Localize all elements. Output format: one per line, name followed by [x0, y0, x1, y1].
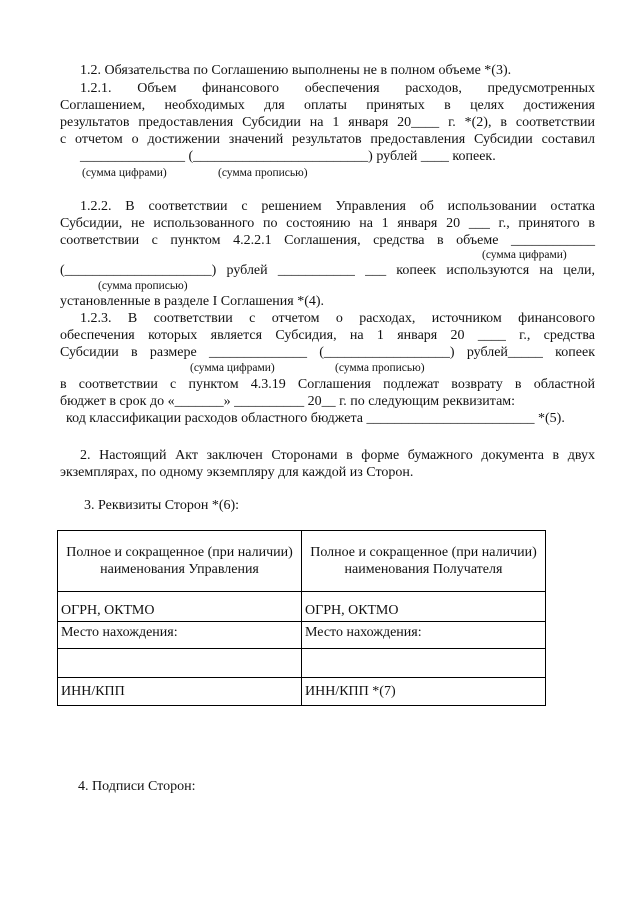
- clause-1-2-1-line-4: с отчетом о достижении значений результатов предоставления Субсидии составил: [60, 132, 595, 147]
- cell-location-recipient: Место нахождения:: [302, 622, 546, 649]
- party-requisites-table: [57, 530, 546, 706]
- clause-1-2-2-line-3: соответствии с пунктом 4.2.2.1 Соглашения, средства в объеме ____________: [60, 233, 595, 248]
- clause-1-2-2-line-5: установленные в разделе I Соглашения *(4).: [60, 294, 325, 309]
- cell-blank-recipient: [302, 649, 546, 678]
- caption-sum-digits: (сумма цифрами): [190, 362, 275, 374]
- caption-sum-words: (сумма прописью): [98, 280, 188, 292]
- clause-1-2-1-line-3: результатов предоставления Субсидии на 1 января 20____ г. *(2), в соответствии: [60, 115, 595, 130]
- clause-1-2-3-line-4: в соответствии с пунктом 4.3.19 Соглашения подлежат возврату в областной: [60, 377, 595, 392]
- clause-1-2-3-line-3: Субсидии в размере ______________ (__________________) рублей_____ копеек: [60, 345, 595, 360]
- cell-ogrn-recipient: ОГРН, ОКТМО: [302, 592, 546, 622]
- cell-inn-department: ИНН/КПП: [58, 678, 302, 706]
- clause-1-2: 1.2. Обязательства по Соглашению выполнены не в полном объеме *(3).: [80, 63, 512, 78]
- cell-inn-recipient: ИНН/КПП *(7): [302, 678, 546, 706]
- clause-1-2-2-line-2: Субсидии, не использованного по состоянию на 1 января 20 ___ г., принятого в: [60, 216, 595, 231]
- header-cell-department: Полное и сокращенное (при наличии) наименования Управления: [58, 531, 302, 592]
- clause-1-2-1-line-2: Соглашением, необходимых для оплаты принятых в целях достижения: [60, 98, 595, 113]
- cell-location-department: Место нахождения:: [58, 622, 302, 649]
- cell-ogrn-department: ОГРН, ОКТМО: [58, 592, 302, 622]
- clause-1-2-3-line-1: 1.2.3. В соответствии с отчетом о расходах, источником финансового: [80, 311, 595, 326]
- cell-blank-department: [58, 649, 302, 678]
- clause-2-line-1: 2. Настоящий Акт заключен Сторонами в форме бумажного документа в двух: [80, 448, 595, 463]
- clause-4-heading: 4. Подписи Сторон:: [78, 779, 196, 794]
- header-cell-recipient: Полное и сокращенное (при наличии) наименования Получателя: [302, 531, 546, 592]
- caption-sum-digits: (сумма цифрами): [82, 167, 167, 179]
- clause-1-2-1-line-1: 1.2.1. Объем финансового обеспечения расходов, предусмотренных: [80, 81, 595, 96]
- clause-1-2-3-line-5: бюджет в срок до «_______» __________ 20__ г. по следующим реквизитам:: [60, 394, 516, 409]
- caption-sum-words: (сумма прописью): [335, 362, 425, 374]
- clause-1-2-3-line-2: обеспечения которых является Субсидия, на 1 января 20 ____ г., средства: [60, 328, 595, 343]
- clause-3-heading: 3. Реквизиты Сторон *(6):: [84, 498, 240, 513]
- caption-sum-digits: (сумма цифрами): [482, 249, 567, 261]
- clause-1-2-2-line-4: (_____________________) рублей ___________ ___ копеек используются на цели,: [60, 263, 595, 278]
- clause-2-line-2: экземплярах, по одному экземпляру для каждой из Сторон.: [60, 465, 414, 480]
- caption-sum-words: (сумма прописью): [218, 167, 308, 179]
- clause-1-2-3-line-6: код классификации расходов областного бюджета ________________________ *(5).: [66, 411, 565, 426]
- clause-1-2-2-line-1: 1.2.2. В соответствии с решением Управления об использовании остатка: [80, 199, 595, 214]
- clause-1-2-1-line-5: _______________ (_________________________) рублей ____ копеек.: [80, 149, 496, 164]
